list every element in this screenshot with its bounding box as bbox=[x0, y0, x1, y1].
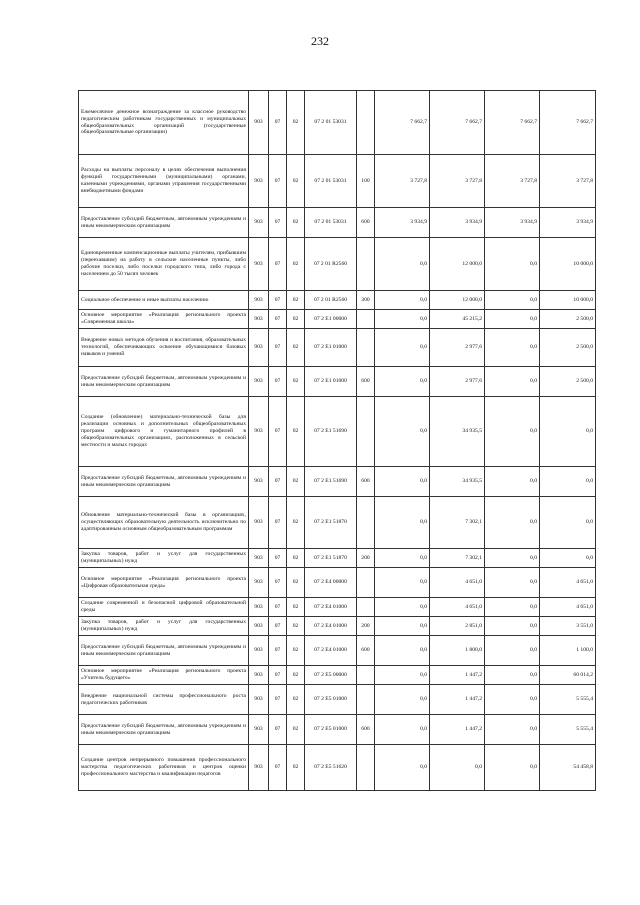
cell-amount-2: 12 000,0 bbox=[430, 291, 485, 310]
cell-amount-1: 0,0 bbox=[375, 310, 430, 329]
cell-expense-type: 600 bbox=[357, 208, 375, 238]
cell-amount-4: 54 458,8 bbox=[540, 745, 596, 791]
table-row bbox=[79, 91, 596, 155]
cell-expense-type: 300 bbox=[357, 291, 375, 310]
table-row bbox=[79, 329, 596, 367]
cell-expense-type bbox=[357, 238, 375, 291]
cell-amount-1: 0,0 bbox=[375, 568, 430, 598]
cell-subsection: 02 bbox=[287, 568, 305, 598]
cell-section: 07 bbox=[269, 397, 287, 467]
cell-amount-1: 0,0 bbox=[375, 666, 430, 685]
cell-subsection: 02 bbox=[287, 636, 305, 666]
cell-expense-type bbox=[357, 666, 375, 685]
cell-amount-3: 0,0 bbox=[485, 310, 540, 329]
cell-section: 07 bbox=[269, 91, 287, 155]
cell-amount-1: 0,0 bbox=[375, 617, 430, 636]
cell-description: Обновление материально-технической базы в организациях, осуществляющих образовательную деятельность исключительно по адаптированным основным общеобразовательным программам bbox=[79, 497, 249, 549]
cell-grbs-code: 903 bbox=[249, 238, 269, 291]
cell-target-article: 07 2 E4 01000 bbox=[305, 636, 357, 666]
cell-amount-3: 0,0 bbox=[485, 685, 540, 715]
cell-section: 07 bbox=[269, 238, 287, 291]
cell-target-article: 07 2 E5 01000 bbox=[305, 685, 357, 715]
table-row bbox=[79, 715, 596, 745]
cell-amount-4: 0,0 bbox=[540, 467, 596, 497]
cell-amount-2: 2 977,6 bbox=[430, 367, 485, 397]
cell-amount-4: 5 555,4 bbox=[540, 715, 596, 745]
cell-amount-4: 10 000,0 bbox=[540, 291, 596, 310]
cell-subsection: 02 bbox=[287, 745, 305, 791]
cell-amount-1: 0,0 bbox=[375, 549, 430, 568]
cell-expense-type bbox=[357, 397, 375, 467]
cell-target-article: 07 2 01 53031 bbox=[305, 91, 357, 155]
cell-section: 07 bbox=[269, 208, 287, 238]
cell-description: Предоставление субсидий бюджетным, автономным учреждениям и иным некоммерческим организациям bbox=[79, 715, 249, 745]
cell-target-article: 07 2 01 53031 bbox=[305, 208, 357, 238]
cell-amount-3: 0,0 bbox=[485, 549, 540, 568]
cell-amount-2: 34 935,5 bbox=[430, 397, 485, 467]
cell-subsection: 02 bbox=[287, 91, 305, 155]
cell-grbs-code: 903 bbox=[249, 497, 269, 549]
cell-expense-type: 100 bbox=[357, 155, 375, 208]
cell-description: Создание центров непрерывного повышения профессионального мастерства педагогических работников и центров оценки профессионального мастерства и квалификации педагогов bbox=[79, 745, 249, 791]
table-row bbox=[79, 155, 596, 208]
cell-section: 07 bbox=[269, 549, 287, 568]
cell-expense-type bbox=[357, 329, 375, 367]
cell-amount-4: 0,0 bbox=[540, 497, 596, 549]
cell-grbs-code: 903 bbox=[249, 715, 269, 745]
cell-amount-2: 7 662,7 bbox=[430, 91, 485, 155]
cell-grbs-code: 903 bbox=[249, 155, 269, 208]
cell-amount-3: 0,0 bbox=[485, 291, 540, 310]
cell-description: Внедрение национальной системы профессионального роста педагогических работников bbox=[79, 685, 249, 715]
table-row bbox=[79, 617, 596, 636]
cell-amount-1: 3 934,9 bbox=[375, 208, 430, 238]
cell-subsection: 02 bbox=[287, 208, 305, 238]
cell-expense-type bbox=[357, 497, 375, 549]
cell-target-article: 07 2 E1 01000 bbox=[305, 367, 357, 397]
cell-grbs-code: 903 bbox=[249, 367, 269, 397]
cell-target-article: 07 2 E1 51690 bbox=[305, 467, 357, 497]
cell-amount-1: 0,0 bbox=[375, 238, 430, 291]
cell-description: Основное мероприятие «Реализация регионального проекта «Современная школа» bbox=[79, 310, 249, 329]
cell-target-article: 07 2 E5 51620 bbox=[305, 745, 357, 791]
cell-amount-1: 0,0 bbox=[375, 367, 430, 397]
cell-section: 07 bbox=[269, 155, 287, 208]
table-row bbox=[79, 685, 596, 715]
cell-target-article: 07 2 01 53031 bbox=[305, 155, 357, 208]
cell-target-article: 07 2 01 R2560 bbox=[305, 291, 357, 310]
cell-amount-2: 4 651,0 bbox=[430, 598, 485, 617]
table-row bbox=[79, 310, 596, 329]
cell-grbs-code: 903 bbox=[249, 666, 269, 685]
cell-amount-4: 2 500,0 bbox=[540, 367, 596, 397]
cell-expense-type bbox=[357, 598, 375, 617]
table-row bbox=[79, 549, 596, 568]
cell-section: 07 bbox=[269, 745, 287, 791]
cell-section: 07 bbox=[269, 636, 287, 666]
cell-amount-1: 0,0 bbox=[375, 636, 430, 666]
cell-subsection: 02 bbox=[287, 397, 305, 467]
cell-amount-4: 0,0 bbox=[540, 549, 596, 568]
table-row bbox=[79, 497, 596, 549]
cell-amount-4: 1 100,0 bbox=[540, 636, 596, 666]
cell-amount-3: 3 934,9 bbox=[485, 208, 540, 238]
cell-amount-2: 7 302,1 bbox=[430, 549, 485, 568]
cell-amount-3: 0,0 bbox=[485, 568, 540, 598]
table-row bbox=[79, 568, 596, 598]
cell-amount-4: 3 551,0 bbox=[540, 617, 596, 636]
cell-description: Единовременные компенсационные выплаты учителям, прибывшим (переехавшим) на работу в сельские населенные пункты, либо рабочие поселки, либо поселки городского типа, либо города с населением до 50 тысяч человек bbox=[79, 238, 249, 291]
cell-amount-1: 0,0 bbox=[375, 467, 430, 497]
cell-amount-3: 0,0 bbox=[485, 397, 540, 467]
cell-expense-type bbox=[357, 745, 375, 791]
cell-expense-type: 200 bbox=[357, 617, 375, 636]
cell-amount-1: 0,0 bbox=[375, 291, 430, 310]
cell-amount-4: 4 651,0 bbox=[540, 598, 596, 617]
cell-amount-4: 60 014,2 bbox=[540, 666, 596, 685]
cell-grbs-code: 903 bbox=[249, 91, 269, 155]
cell-description: Предоставление субсидий бюджетным, автономным учреждениям и иным некоммерческим организациям bbox=[79, 208, 249, 238]
cell-amount-2: 2 851,0 bbox=[430, 617, 485, 636]
table-row bbox=[79, 291, 596, 310]
cell-amount-3: 0,0 bbox=[485, 715, 540, 745]
cell-section: 07 bbox=[269, 666, 287, 685]
cell-amount-1: 0,0 bbox=[375, 598, 430, 617]
cell-amount-3: 0,0 bbox=[485, 497, 540, 549]
cell-grbs-code: 903 bbox=[249, 568, 269, 598]
cell-target-article: 07 2 E1 51870 bbox=[305, 549, 357, 568]
cell-amount-2: 2 977,6 bbox=[430, 329, 485, 367]
cell-target-article: 07 2 E1 51690 bbox=[305, 397, 357, 467]
cell-expense-type bbox=[357, 685, 375, 715]
cell-amount-3: 0,0 bbox=[485, 238, 540, 291]
cell-subsection: 02 bbox=[287, 310, 305, 329]
cell-amount-3: 3 727,8 bbox=[485, 155, 540, 208]
cell-amount-2: 45 215,2 bbox=[430, 310, 485, 329]
cell-section: 07 bbox=[269, 367, 287, 397]
cell-target-article: 07 2 E4 01000 bbox=[305, 598, 357, 617]
cell-target-article: 07 2 E5 01000 bbox=[305, 715, 357, 745]
cell-grbs-code: 903 bbox=[249, 310, 269, 329]
cell-amount-2: 3 934,9 bbox=[430, 208, 485, 238]
cell-expense-type: 600 bbox=[357, 636, 375, 666]
cell-amount-3: 0,0 bbox=[485, 329, 540, 367]
cell-grbs-code: 903 bbox=[249, 636, 269, 666]
cell-description: Основное мероприятие «Реализация регионального проекта «Цифровая образовательная среда» bbox=[79, 568, 249, 598]
cell-amount-2: 34 935,5 bbox=[430, 467, 485, 497]
cell-amount-1: 0,0 bbox=[375, 329, 430, 367]
cell-description: Основное мероприятие «Реализация регионального проекта «Учитель будущего» bbox=[79, 666, 249, 685]
table-row bbox=[79, 745, 596, 791]
cell-description: Ежемесячное денежное вознаграждение за классное руководство педагогическим работникам государственных и муниципальных общеобразовательных организаций (государственные общеобразовательные организации) bbox=[79, 91, 249, 155]
cell-amount-1: 0,0 bbox=[375, 397, 430, 467]
cell-subsection: 02 bbox=[287, 685, 305, 715]
cell-section: 07 bbox=[269, 329, 287, 367]
cell-amount-2: 3 727,8 bbox=[430, 155, 485, 208]
cell-amount-1: 0,0 bbox=[375, 497, 430, 549]
cell-amount-2: 1 800,0 bbox=[430, 636, 485, 666]
cell-section: 07 bbox=[269, 310, 287, 329]
cell-expense-type: 600 bbox=[357, 367, 375, 397]
table-row bbox=[79, 238, 596, 291]
cell-description: Закупка товаров, работ и услуг для государственных (муниципальных) нужд bbox=[79, 617, 249, 636]
cell-grbs-code: 903 bbox=[249, 397, 269, 467]
cell-grbs-code: 903 bbox=[249, 208, 269, 238]
cell-amount-1: 0,0 bbox=[375, 715, 430, 745]
cell-description: Закупка товаров, работ и услуг для государственных (муниципальных) нужд bbox=[79, 549, 249, 568]
cell-description: Предоставление субсидий бюджетным, автономным учреждениям и иным некоммерческим организациям bbox=[79, 367, 249, 397]
cell-subsection: 02 bbox=[287, 367, 305, 397]
cell-section: 07 bbox=[269, 685, 287, 715]
cell-target-article: 07 2 E1 51870 bbox=[305, 497, 357, 549]
cell-amount-4: 4 651,0 bbox=[540, 568, 596, 598]
cell-subsection: 02 bbox=[287, 598, 305, 617]
cell-section: 07 bbox=[269, 715, 287, 745]
cell-target-article: 07 2 E5 00000 bbox=[305, 666, 357, 685]
cell-expense-type bbox=[357, 91, 375, 155]
cell-amount-2: 1 447,2 bbox=[430, 666, 485, 685]
cell-amount-3: 0,0 bbox=[485, 636, 540, 666]
cell-amount-1: 0,0 bbox=[375, 685, 430, 715]
cell-grbs-code: 903 bbox=[249, 745, 269, 791]
cell-target-article: 07 2 E4 00000 bbox=[305, 568, 357, 598]
cell-subsection: 02 bbox=[287, 238, 305, 291]
cell-section: 07 bbox=[269, 467, 287, 497]
cell-amount-2: 1 447,2 bbox=[430, 685, 485, 715]
table-row bbox=[79, 367, 596, 397]
cell-subsection: 02 bbox=[287, 666, 305, 685]
cell-grbs-code: 903 bbox=[249, 598, 269, 617]
cell-amount-4: 2 500,0 bbox=[540, 310, 596, 329]
cell-expense-type: 600 bbox=[357, 467, 375, 497]
cell-grbs-code: 903 bbox=[249, 467, 269, 497]
cell-amount-3: 7 662,7 bbox=[485, 91, 540, 155]
cell-section: 07 bbox=[269, 598, 287, 617]
cell-amount-2: 0,0 bbox=[430, 745, 485, 791]
cell-amount-3: 0,0 bbox=[485, 467, 540, 497]
cell-amount-4: 0,0 bbox=[540, 397, 596, 467]
cell-amount-3: 0,0 bbox=[485, 617, 540, 636]
table-row bbox=[79, 467, 596, 497]
cell-subsection: 02 bbox=[287, 617, 305, 636]
cell-grbs-code: 903 bbox=[249, 291, 269, 310]
cell-section: 07 bbox=[269, 568, 287, 598]
cell-subsection: 02 bbox=[287, 467, 305, 497]
cell-subsection: 02 bbox=[287, 291, 305, 310]
cell-amount-1: 3 727,8 bbox=[375, 155, 430, 208]
cell-subsection: 02 bbox=[287, 155, 305, 208]
cell-amount-1: 7 662,7 bbox=[375, 91, 430, 155]
cell-target-article: 07 2 E4 01000 bbox=[305, 617, 357, 636]
cell-subsection: 02 bbox=[287, 329, 305, 367]
cell-amount-2: 1 447,2 bbox=[430, 715, 485, 745]
cell-description: Создание (обновление) материально-технической базы для реализации основных и дополнительных общеобразовательных программ цифрового и гуманитарного профилей в общеобразовательных организациях, расположенных в сельской местности и малых городах bbox=[79, 397, 249, 467]
cell-section: 07 bbox=[269, 291, 287, 310]
cell-amount-4: 5 555,4 bbox=[540, 685, 596, 715]
table-row bbox=[79, 208, 596, 238]
cell-amount-4: 10 000,0 bbox=[540, 238, 596, 291]
cell-amount-3: 0,0 bbox=[485, 666, 540, 685]
cell-grbs-code: 903 bbox=[249, 685, 269, 715]
cell-amount-4: 3 727,8 bbox=[540, 155, 596, 208]
cell-amount-4: 7 662,7 bbox=[540, 91, 596, 155]
table-row bbox=[79, 636, 596, 666]
cell-subsection: 02 bbox=[287, 549, 305, 568]
table-row bbox=[79, 397, 596, 467]
cell-section: 07 bbox=[269, 497, 287, 549]
cell-amount-2: 12 000,0 bbox=[430, 238, 485, 291]
budget-table bbox=[78, 90, 596, 791]
cell-description: Предоставление субсидий бюджетным, автономным учреждениям и иным некоммерческим организациям bbox=[79, 467, 249, 497]
cell-expense-type bbox=[357, 310, 375, 329]
cell-description: Предоставление субсидий бюджетным, автономным учреждениям и иным некоммерческим организациям bbox=[79, 636, 249, 666]
cell-grbs-code: 903 bbox=[249, 617, 269, 636]
cell-grbs-code: 903 bbox=[249, 549, 269, 568]
cell-description: Внедрение новых методов обучения и воспитания, образовательных технологий, обеспечивающих освоение обучающимися базовых навыков и умений bbox=[79, 329, 249, 367]
cell-section: 07 bbox=[269, 617, 287, 636]
cell-amount-3: 0,0 bbox=[485, 367, 540, 397]
cell-expense-type bbox=[357, 568, 375, 598]
cell-amount-4: 2 500,0 bbox=[540, 329, 596, 367]
cell-amount-3: 0,0 bbox=[485, 745, 540, 791]
cell-target-article: 07 2 E1 01000 bbox=[305, 329, 357, 367]
table-row bbox=[79, 598, 596, 617]
cell-subsection: 02 bbox=[287, 497, 305, 549]
cell-amount-1: 0,0 bbox=[375, 745, 430, 791]
cell-description: Создание современной и безопасной цифровой образовательной среды bbox=[79, 598, 249, 617]
cell-subsection: 02 bbox=[287, 715, 305, 745]
cell-description: Социальное обеспечение и иные выплаты населению bbox=[79, 291, 249, 310]
cell-target-article: 07 2 01 R2560 bbox=[305, 238, 357, 291]
cell-grbs-code: 903 bbox=[249, 329, 269, 367]
cell-description: Расходы на выплаты персоналу в целях обеспечения выполнения функций государственными (муниципальными) органами, казенными учреждениями, органами управления государственными внебюджетными фондами bbox=[79, 155, 249, 208]
page-number: 232 bbox=[311, 34, 329, 48]
cell-target-article: 07 2 E1 00000 bbox=[305, 310, 357, 329]
table-row bbox=[79, 666, 596, 685]
cell-amount-4: 3 934,9 bbox=[540, 208, 596, 238]
cell-amount-2: 7 302,1 bbox=[430, 497, 485, 549]
cell-expense-type: 600 bbox=[357, 715, 375, 745]
cell-amount-3: 0,0 bbox=[485, 598, 540, 617]
cell-expense-type: 200 bbox=[357, 549, 375, 568]
cell-amount-2: 4 651,0 bbox=[430, 568, 485, 598]
